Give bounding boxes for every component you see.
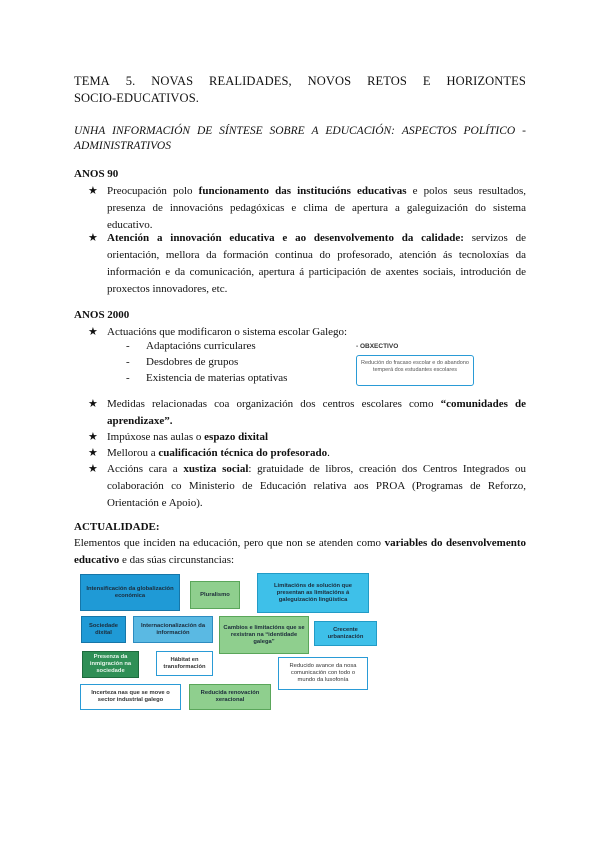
- heading-anos-90: ANOS 90: [74, 168, 119, 180]
- text: Preocupación polo: [107, 185, 199, 197]
- heading-actualidade: ACTUALIDADE:: [74, 521, 160, 533]
- objective-label: - OBXECTIVO: [356, 343, 399, 350]
- title-word: REALIDADES,: [209, 74, 292, 88]
- subitem-3: - Existencia de materias optativas: [126, 372, 288, 384]
- star-bullet-icon: ★: [88, 232, 98, 244]
- anos2000-bullet-5: [88, 461, 526, 512]
- text: Desdobres de grupos: [146, 356, 239, 368]
- subtitle-line-2: ADMINISTRATIVOS: [74, 140, 171, 152]
- text: Medidas relacionadas coa organización dos centros escolares como: [107, 398, 441, 410]
- title-word: RETOS: [367, 74, 407, 88]
- text: : gratuidade de libros, creación dos Centros Integrados ou colaboración co Ministerio de Educación relativa aos PROA (Programas de Reforzo, Orientación e Apoio).: [107, 463, 526, 509]
- bold-text: funcionamento das institucións educativas: [198, 185, 407, 197]
- text: Impúxose nas aulas o: [107, 431, 205, 443]
- title-line-2: SOCIO-EDUCATIVOS.: [74, 91, 199, 105]
- diagram-box-inmigracion: Presenza da inmigración na sociedade: [82, 651, 139, 678]
- diagram-box-sector-industrial: Incerteza nas que se move o sector industrial galego: [80, 684, 181, 710]
- anos2000-bullet-2: [88, 396, 526, 430]
- title-word: NOVOS: [307, 74, 352, 88]
- subtitle-word: ASPECTOS: [401, 125, 457, 137]
- document-title: [74, 73, 526, 107]
- diagram-box-globalizacion: Intensificación da globalización económica: [80, 574, 180, 611]
- subtitle-word: A: [311, 125, 319, 137]
- subtitle-word: EDUCACIÓN:: [325, 125, 396, 137]
- subtitle-word: SÍNTESE: [219, 125, 263, 137]
- star-bullet-icon: ★: [88, 431, 98, 443]
- star-bullet-icon: ★: [88, 326, 98, 338]
- text: servizos de orientación, mellora da formación continua do profesorado, atención ás tecnoloxías da información e da comunicación, apertura á participación de axentes sociais, introdución de proxectos innovadores, etc.: [107, 232, 526, 295]
- text: Elementos que inciden na educación, pero que non se atenden como: [74, 537, 385, 549]
- heading-anos-2000: ANOS 2000: [74, 309, 130, 321]
- star-bullet-icon: ★: [88, 463, 98, 475]
- actualidade-paragraph: [74, 535, 526, 569]
- bold-text: “comunidades de aprendizaxe”.: [107, 398, 526, 427]
- text: Mellorou a: [107, 447, 159, 459]
- subtitle-word: UNHA: [74, 125, 106, 137]
- diagram-box-habitat: Hábitat en transformación: [156, 651, 213, 676]
- diagram-box-lusofonia: Reducido avance da nosa comunicación con todo o mundo da lusofonía: [278, 657, 368, 690]
- text: e das súas circunstancias:: [119, 554, 235, 566]
- bold-text: cualificación técnica do profesorado: [158, 447, 328, 459]
- text: Accións cara a: [107, 463, 184, 475]
- star-bullet-icon: ★: [88, 398, 98, 410]
- anos90-bullet-2: [88, 230, 526, 298]
- bold-text: espazo dixital: [204, 431, 269, 443]
- text: Existencia de materias optativas: [146, 372, 288, 384]
- subtitle-word: SOBRE: [269, 125, 305, 137]
- bold-text: Atención a innovación educativa e ao desenvolvemento da calidade:: [107, 232, 464, 244]
- anos2000-bullet-3: [88, 429, 526, 446]
- subtitle-word: DE: [196, 125, 213, 137]
- star-bullet-icon: ★: [88, 185, 98, 197]
- text: Actuacións que modificaron o sistema escolar Galego:: [107, 326, 348, 338]
- subtitle-word: INFORMACIÓN: [112, 125, 191, 137]
- anos90-bullet-1: [88, 183, 526, 234]
- subtitle-word: POLÍTICO: [463, 125, 516, 137]
- subitem-1: - Adaptacións curriculares: [126, 340, 256, 352]
- diagram-box-internacionalizacion: Internacionalización da información: [133, 616, 213, 643]
- title-word: E: [422, 74, 431, 88]
- subtitle-word: -: [522, 125, 526, 137]
- title-word: HORIZONTES: [446, 74, 526, 88]
- title-line-1: [74, 73, 526, 90]
- subitem-2: - Desdobres de grupos: [126, 356, 239, 368]
- objective-box: Redución do fracaso escolar e do abandono temperá dos estudantes escolares: [356, 355, 474, 386]
- anos2000-bullet-4: [88, 445, 526, 462]
- text: .: [327, 447, 330, 459]
- diagram-box-identidade: Cambios e limitacións que se rexistran na “identidade galega”: [219, 616, 309, 654]
- diagram-box-sociedade-dixital: Sociedade dixital: [81, 616, 126, 643]
- bold-text: variables do desenvolvemento educativo: [74, 537, 526, 566]
- diagram-box-pluralismo: Pluralismo: [190, 581, 240, 609]
- diagram-box-renovacion: Reducida renovación xeracional: [189, 684, 271, 710]
- diagram-box-limitacions: Limitacións de solución que presentan as limitacións á galeguización lingüística: [257, 573, 369, 613]
- bold-text: xustiza social: [183, 463, 249, 475]
- title-word: TEMA: [74, 74, 110, 88]
- text: e polos seus resultados, presenza de innovacións pedagóxicas e clima de apertura a galeguización do sistema educativo.: [107, 185, 526, 231]
- subtitle-line-1: [74, 124, 526, 139]
- document-subtitle: [74, 124, 526, 154]
- text: Adaptacións curriculares: [146, 340, 256, 352]
- star-bullet-icon: ★: [88, 447, 98, 459]
- title-word: NOVAS: [151, 74, 194, 88]
- diagram-box-urbanizacion: Crecente urbanización: [314, 621, 377, 646]
- title-word: 5.: [125, 74, 136, 88]
